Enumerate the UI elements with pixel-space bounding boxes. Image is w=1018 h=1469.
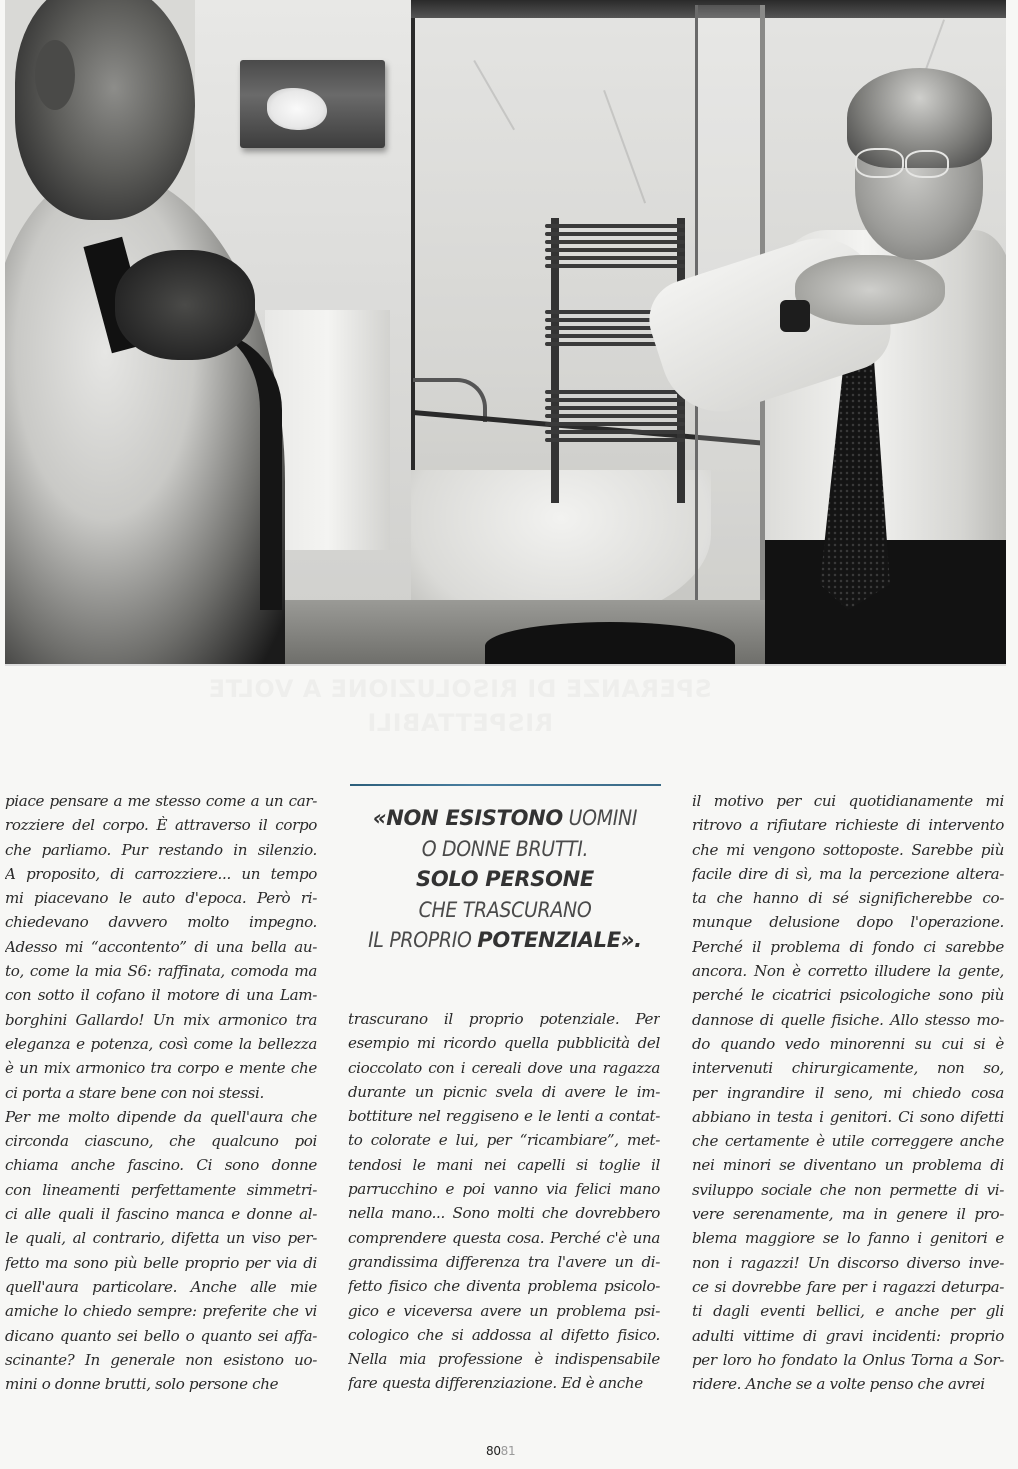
text-line: do quando vedo minorenni su cui si è (692, 1034, 1004, 1053)
text-line: nella mano... Sono molti che dovrebbero (348, 1204, 660, 1223)
pull-quote-line (345, 925, 665, 956)
reverse-page-showthrough (120, 672, 800, 740)
text-line: ci alle quali il fascino manca e donne al- (5, 1205, 317, 1224)
pull-quote (345, 803, 665, 956)
text-line: con lineamenti perfettamente simmetri- (5, 1180, 317, 1199)
text-column-2 (348, 1007, 660, 1396)
sink (485, 622, 735, 664)
text-line: che mi vengono sottoposte. Sarebbe più (692, 840, 1004, 859)
text-line: gico e viceversa avere un problema psi- (348, 1301, 660, 1320)
pull-quote-light: UOMINI (562, 806, 638, 830)
text-line: dannose di quelle fisiche. Allo stesso mo- (692, 1010, 1004, 1029)
page-numbers (486, 1444, 515, 1458)
text-line: rozziere del corpo. È attraverso il corpo (5, 816, 317, 835)
mirror-man-hands (795, 255, 945, 325)
glasses-icon (905, 150, 949, 178)
text-line: per loro ho fondato la Onlus Torna a Sor- (692, 1350, 1004, 1369)
text-line: Adesso mi “accontento” di una bella au- (5, 937, 317, 956)
tissue (267, 88, 327, 130)
pull-quote-bold: «NON ESISTONO (372, 806, 563, 830)
wristwatch (780, 300, 810, 332)
text-line: trascurano il proprio potenziale. Per (348, 1010, 660, 1028)
foreground-man-head (15, 0, 195, 220)
text-line: adulti vittime di gravi incidenti: proprio (692, 1326, 1004, 1345)
glasses-icon (855, 148, 904, 178)
text-line: ritrovo a rifiutare richieste di intervento (692, 816, 1004, 835)
text-line: il motivo per cui quotidianamente mi (692, 792, 1004, 810)
text-line: Perché il problema di fondo ci sarebbe (692, 937, 1004, 956)
text-line: che certamente è utile correggere anche (692, 1132, 1004, 1151)
text-line: ancora. Non è corretto illudere la gente, (692, 962, 1004, 981)
text-line: eleganza e potenza, così come la bellezza (5, 1034, 317, 1053)
pull-quote-light: IL PROPRIO (368, 928, 478, 952)
foreground-man-ear (35, 40, 75, 110)
text-line: sviluppo sociale che non permette di vi- (692, 1180, 1004, 1199)
text-line: ti dagli eventi bellici, e anche per gli (692, 1302, 1004, 1321)
text-line: dicano quanto sei bello o quanto sei affa- (5, 1326, 317, 1345)
pull-quote-line (345, 803, 665, 834)
text-line: to, come la mia S6: raffinata, comoda ma (5, 962, 317, 981)
pull-quote-line (345, 895, 665, 926)
text-line: parrucchino e poi vanno via felici mano (348, 1180, 660, 1199)
text-line: le quali, al contrario, difetta un viso per- (5, 1229, 317, 1248)
text-line: intervenuti chirurgicamente, non so, (692, 1059, 1004, 1078)
text-line: grandissima differenza tra l'avere un di- (348, 1252, 660, 1271)
text-line: Nella mia professione è indispensabile (348, 1350, 660, 1369)
text-line: ce si dovrebbe fare per i ragazzi deturpa- (692, 1277, 1004, 1296)
showthrough-line (120, 706, 800, 740)
text-line: A proposito, di carrozziere... un tempo (5, 864, 317, 883)
text-line: bottiture nel reggiseno e le lenti a contat- (348, 1107, 660, 1126)
text-line: chiama anche fascino. Ci sono donne (5, 1156, 317, 1175)
text-line: fare questa differenziazione. Ed è anche (348, 1374, 643, 1393)
text-line: Per me molto dipende da quell'aura che (5, 1107, 317, 1126)
text-line: cioccolato con i cereali dove una ragazza (348, 1058, 660, 1077)
text-line: borghini Gallardo! Un mix armonico tra (5, 1010, 317, 1029)
text-line: munque delusione dopo l'operazione. (692, 913, 1004, 932)
text-line: scinante? In generale non esistono uo- (5, 1350, 317, 1369)
text-line: blema maggiore se lo fanno i genitori e (692, 1229, 1004, 1248)
text-line: perché le cicatrici psicologiche sono più (692, 986, 1004, 1005)
text-line: ci porta a stare bene con noi stessi. (5, 1083, 264, 1102)
text-line: ta che hanno di sé significherebbe co- (692, 889, 1004, 908)
text-line: quell'aura particolare. Anche alle mie (5, 1277, 317, 1296)
pull-quote-rule (350, 784, 661, 786)
pull-quote-bold: SOLO PERSONE (416, 867, 594, 891)
text-line: che parliamo. Pur restando in silenzio. (5, 840, 317, 859)
article-photo (5, 0, 1006, 664)
text-line: tendosi le mani nei capelli si toglie il (348, 1155, 660, 1174)
pull-quote-line (345, 834, 665, 865)
text-line: amiche lo chiedo sempre: preferite che vi (5, 1302, 317, 1321)
text-line: durante un picnic svela di avere le im- (348, 1082, 660, 1101)
photo-bottom-edge (5, 664, 1006, 666)
text-line: con sotto il cofano il motore di una Lam- (5, 986, 317, 1005)
text-line: circonda ciascuno, che qualcuno poi (5, 1132, 317, 1151)
text-line: per ingrandire il seno, mi chiedo cosa (692, 1083, 1004, 1102)
text-line: è un mix armonico tra corpo e mente che (5, 1059, 317, 1078)
text-line: nei minori se diventano un problema di (692, 1156, 1004, 1175)
text-line: esempio mi ricordo quella pubblicità del (348, 1034, 660, 1053)
text-line: non i ragazzi! Un discorso diverso inve- (692, 1253, 1004, 1272)
foreground-man-lapel (200, 330, 282, 610)
pull-quote-light: CHE TRASCURANO (418, 897, 592, 922)
text-line: chiedevano davvero molto impegno. (5, 913, 317, 932)
text-line: mi piacevano le auto d'epoca. Però ri- (5, 889, 317, 908)
page-number-current: 80 (486, 1444, 501, 1458)
text-column-1 (5, 789, 317, 1396)
text-line: to colorate e lui, per “ricambiare”, met- (348, 1131, 660, 1150)
text-line: ridere. Anche se a volte penso che avrei (692, 1375, 985, 1394)
text-line: comprendere questa cosa. Perché c'è una (348, 1228, 660, 1247)
text-column-3 (692, 789, 1004, 1396)
foreground-man-hands (115, 250, 255, 360)
text-line: mini o donne brutti, solo persone che (5, 1375, 279, 1394)
text-line: vere serenamente, ma in genere il pro- (692, 1205, 1004, 1224)
page-number-next: 81 (500, 1444, 516, 1458)
text-line: abbiano in testa i genitori. Ci sono difetti (692, 1107, 1004, 1126)
pull-quote-bold: POTENZIALE». (477, 928, 642, 952)
pull-quote-line (345, 864, 665, 895)
showthrough-line (120, 672, 800, 706)
text-line: facile dire di sì, ma la percezione altera- (692, 864, 1004, 883)
text-line: cologico che si addossa al difetto fisico. (348, 1325, 660, 1344)
pull-quote-light: O DONNE BRUTTI. (421, 836, 589, 861)
text-line: piace pensare a me stesso come a un car- (5, 792, 317, 810)
text-line: fetto fisico che diventa problema psicolo- (348, 1277, 660, 1296)
text-line: fetto ma sono più belle proprio per via di (5, 1253, 317, 1272)
